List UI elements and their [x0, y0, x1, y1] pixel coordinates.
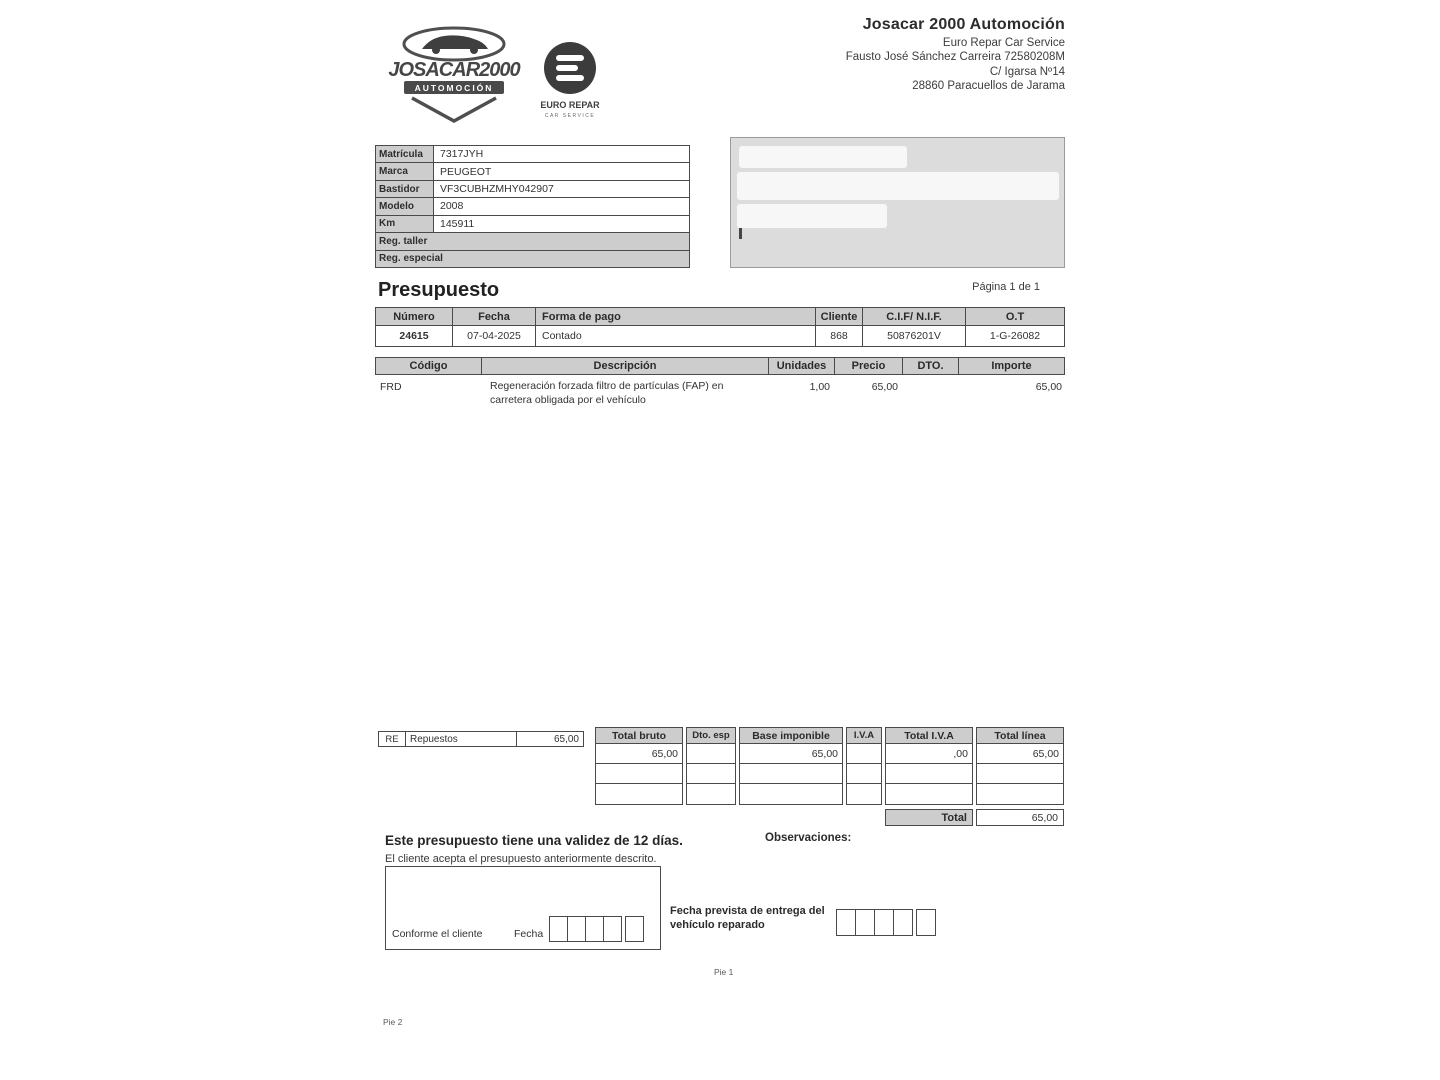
date-box	[893, 909, 913, 936]
totals-cell: 65,00	[740, 744, 842, 764]
totals-cell	[847, 784, 881, 804]
vehicle-row-bastidor	[376, 181, 689, 198]
totals-header: Total bruto	[595, 727, 683, 744]
totals-cell	[687, 764, 735, 784]
totals-cell	[847, 764, 881, 784]
info-col-cliente	[816, 308, 863, 346]
info-col-ot	[966, 308, 1064, 346]
vehicle-label: Matrícula	[376, 146, 434, 162]
info-header: C.I.F/ N.I.F.	[863, 308, 965, 326]
date-box	[916, 909, 936, 936]
date-box	[549, 916, 568, 942]
totals-cell	[847, 744, 881, 764]
lines-header-codigo: Código	[376, 358, 482, 374]
signature-date-boxes	[549, 916, 644, 942]
info-header: O.T	[966, 308, 1064, 326]
page-title: Presupuesto	[378, 279, 500, 301]
car-logo-icon	[380, 24, 532, 132]
logo-brand-text: JOSACAR2000	[388, 59, 520, 81]
date-box	[567, 916, 586, 942]
redaction-blob	[737, 204, 887, 228]
company-service-line: Euro Repar Car Service	[942, 36, 1065, 49]
info-col-numero	[376, 308, 453, 346]
vehicle-value: 145911	[440, 217, 475, 230]
signature-box	[385, 866, 661, 950]
info-header: Cliente	[816, 308, 862, 326]
signature-date-label: Fecha	[514, 928, 544, 940]
info-header: Fecha	[453, 308, 535, 326]
redaction-artifact	[739, 228, 742, 239]
vehicle-row-reg-taller	[376, 233, 689, 250]
eurorepar-logo	[536, 40, 608, 124]
observations-label: Observaciones:	[765, 832, 852, 844]
totals-header: I.V.A	[846, 727, 882, 744]
vehicle-row-km	[376, 216, 689, 233]
vehicle-value: VF3CUBHZMHY042907	[440, 183, 554, 196]
lines-header-descripcion: Descripción	[482, 358, 769, 374]
customer-redacted-box	[730, 137, 1065, 268]
company-owner-line: Fausto José Sánchez Carreira 72580208M	[845, 51, 1065, 63]
delivery-date-boxes	[836, 909, 936, 936]
lines-header-importe: Importe	[959, 358, 1064, 374]
vehicle-label: Km	[376, 216, 434, 232]
totals-col-total-linea	[976, 727, 1064, 805]
lines-header-unidades: Unidades	[769, 358, 835, 374]
line-item-precio: 65,00	[871, 381, 898, 393]
line-item-descripcion: Regeneración forzada filtro de partículas (FAP) en carretera obligada por el vehículo	[490, 380, 724, 406]
line-item-importe: 65,00	[1035, 381, 1062, 393]
totals-cell	[740, 764, 842, 784]
totals-cell: 65,00	[596, 744, 682, 764]
vehicle-label: Modelo	[376, 198, 434, 214]
page-number: Página 1 de 1	[972, 281, 1040, 293]
acceptance-note: El cliente acepta el presupuesto anteriormente descrito.	[385, 853, 657, 865]
totals-header: Total I.V.A	[885, 727, 973, 744]
vehicle-row-modelo	[376, 198, 689, 215]
signature-label: Conforme el cliente	[392, 928, 483, 940]
vehicle-label: Bastidor	[376, 181, 434, 197]
breakdown-table	[378, 731, 584, 747]
totals-cell	[977, 764, 1063, 784]
totals-table	[595, 727, 1064, 805]
lines-header-dto: DTO.	[903, 358, 959, 374]
info-value: 07-04-2025	[467, 330, 521, 342]
vehicle-row-marca	[376, 163, 689, 180]
breakdown-label: Repuestos	[405, 731, 517, 747]
info-col-cif	[863, 308, 966, 346]
totals-cell	[886, 764, 972, 784]
vehicle-row-reg-especial	[376, 251, 689, 267]
lines-table-header	[375, 357, 1065, 375]
breakdown-code: RE	[378, 731, 406, 747]
totals-col-dto	[686, 727, 736, 805]
vehicle-label: Reg. especial	[376, 251, 689, 267]
grand-total-value: 65,00	[976, 809, 1064, 826]
info-value: 868	[830, 330, 848, 342]
info-col-fecha	[453, 308, 536, 346]
footer-note-1: Pie 1	[714, 967, 734, 977]
date-box	[836, 909, 856, 936]
josacar-logo	[380, 24, 532, 132]
lines-header-precio: Precio	[835, 358, 903, 374]
vehicle-row-matricula	[376, 146, 689, 163]
redaction-blob	[737, 172, 1059, 200]
eurorepar-logo-icon	[536, 40, 608, 124]
totals-col-total-iva	[885, 727, 973, 805]
date-box	[603, 916, 622, 942]
date-box	[585, 916, 604, 942]
vehicle-info-table	[375, 145, 690, 268]
totals-cell	[977, 784, 1063, 804]
eurorepar-sub-text: CAR SERVICE	[544, 113, 596, 119]
info-value: 24615	[399, 330, 429, 342]
vehicle-value: 7317JYH	[440, 148, 484, 161]
info-value: 50876201V	[887, 330, 941, 342]
info-header: Forma de pago	[536, 308, 815, 326]
date-box	[625, 916, 644, 942]
totals-col-iva	[846, 727, 882, 805]
info-value: Contado	[542, 330, 582, 342]
eurorepar-text: EURO REPAR	[540, 100, 600, 110]
totals-header: Base imponible	[739, 727, 843, 744]
footer-note-2: Pie 2	[383, 1017, 403, 1027]
breakdown-amount: 65,00	[516, 731, 584, 747]
redaction-blob	[739, 146, 907, 168]
vehicle-label: Reg. taller	[376, 233, 689, 249]
totals-col-base	[739, 727, 843, 805]
totals-cell: ,00	[886, 744, 972, 764]
totals-cell	[687, 744, 735, 764]
totals-cell	[886, 784, 972, 804]
grand-total-label: Total	[885, 809, 973, 826]
info-header: Número	[376, 308, 452, 326]
totals-cell: 65,00	[977, 744, 1063, 764]
info-col-forma-pago	[536, 308, 816, 346]
company-header	[645, 16, 1065, 92]
totals-cell	[596, 784, 682, 804]
line-item-codigo: FRD	[380, 381, 402, 393]
totals-header: Dto. esp	[686, 727, 736, 744]
validity-note: Este presupuesto tiene una validez de 12 días.	[385, 833, 683, 848]
company-name: Josacar 2000 Automoción	[862, 16, 1065, 33]
delivery-date-label: Fecha prevista de entrega del vehículo reparado	[670, 905, 825, 931]
totals-cell	[740, 784, 842, 804]
company-city-line: 28860 Paracuellos de Jarama	[912, 80, 1065, 92]
totals-cell	[596, 764, 682, 784]
totals-col-bruto	[595, 727, 683, 805]
date-box	[855, 909, 875, 936]
vehicle-label: Marca	[376, 163, 434, 179]
vehicle-value: PEUGEOT	[440, 165, 492, 178]
quote-info-table	[375, 307, 1065, 347]
vehicle-value: 2008	[440, 200, 464, 213]
totals-cell	[687, 784, 735, 804]
logo-sub-text: AUTOMOCIÓN	[414, 83, 494, 93]
company-address-line: C/ Igarsa Nº14	[989, 65, 1065, 78]
totals-header: Total línea	[976, 727, 1064, 744]
line-item-unidades: 1,00	[809, 381, 830, 393]
info-value: 1-G-26082	[989, 330, 1041, 342]
date-box	[874, 909, 894, 936]
